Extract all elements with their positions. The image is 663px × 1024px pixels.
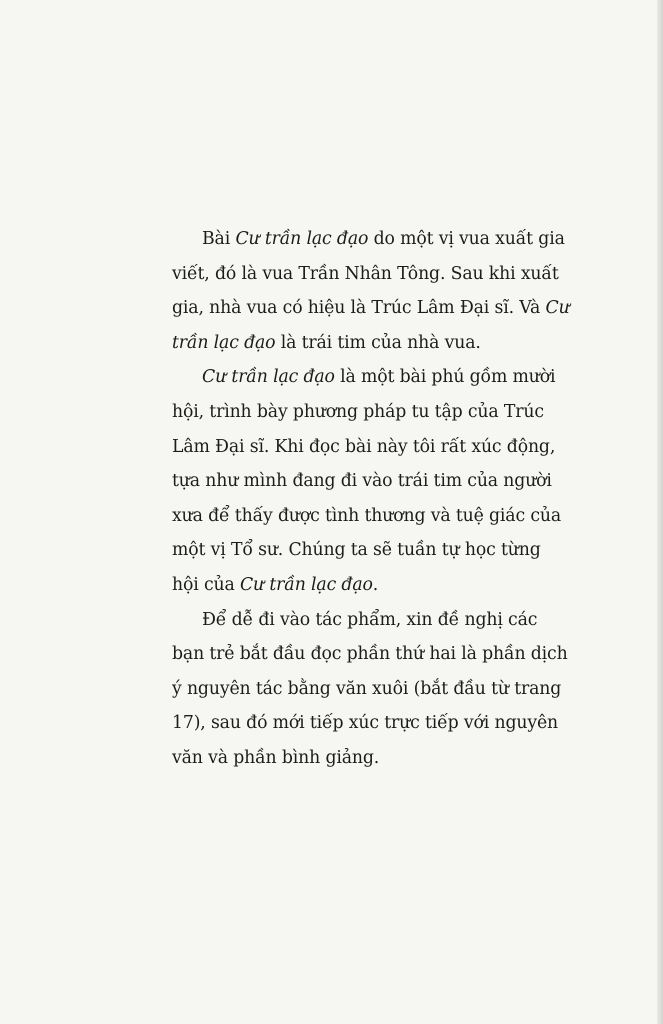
text-run: bạn trẻ bắt đầu đọc phần thứ hai là phần dịch bbox=[172, 644, 568, 665]
text-run: ý nguyên tác bằng văn xuôi (bắt đầu từ trang bbox=[172, 678, 562, 699]
text-line bbox=[172, 257, 559, 292]
text-run: một vị Tổ sư. Chúng ta sẽ tuần tự học từng bbox=[172, 540, 541, 561]
text-run: viết, đó là vua Trần Nhân Tông. Sau khi xuất bbox=[172, 263, 559, 284]
text-run: văn và phần bình giảng. bbox=[172, 747, 380, 768]
text-run: Lâm Đại sĩ. Khi đọc bài này tôi rất xúc động, bbox=[172, 436, 556, 457]
paragraph bbox=[172, 222, 570, 360]
text-line bbox=[172, 533, 541, 568]
paragraph bbox=[172, 603, 568, 776]
text-run: 17), sau đó mới tiếp xúc trực tiếp với nguyên bbox=[172, 713, 559, 734]
italic-title: Cư trần lạc đạo bbox=[235, 229, 369, 249]
text-line bbox=[172, 672, 562, 707]
text-line bbox=[172, 222, 565, 257]
text-line bbox=[172, 637, 568, 672]
text-line bbox=[172, 741, 528, 776]
text-line bbox=[172, 326, 528, 361]
text-line bbox=[172, 464, 552, 499]
body-text bbox=[172, 222, 570, 776]
italic-title: Cư trần lạc đạo bbox=[239, 574, 373, 595]
text-run: hội của bbox=[172, 574, 240, 595]
text-run: hội, trình bày phương pháp tu tập của Trúc bbox=[172, 401, 544, 422]
text-run: tựa như mình đang đi vào trái tim của người bbox=[172, 471, 552, 492]
text-run: xưa để thấy được tình thương và tuệ giác của bbox=[172, 505, 561, 526]
paragraph bbox=[172, 360, 561, 602]
text-line bbox=[172, 430, 556, 465]
text-line bbox=[172, 360, 556, 395]
text-line bbox=[172, 706, 559, 741]
italic-title: Cư bbox=[545, 298, 570, 319]
text-line bbox=[172, 499, 561, 534]
text-line bbox=[172, 568, 528, 603]
text-run: Bài bbox=[202, 229, 236, 249]
text-run: do một vị vua xuất gia bbox=[368, 229, 565, 249]
text-run: Để dễ đi vào tác phẩm, xin đề nghị các bbox=[202, 609, 538, 630]
text-line bbox=[172, 291, 570, 326]
text-run: là trái tim của nhà vua. bbox=[275, 332, 481, 353]
italic-title: Cư trần lạc đạo bbox=[202, 367, 335, 388]
page-edge bbox=[657, 0, 663, 1024]
text-run: gia, nhà vua có hiệu là Trúc Lâm Đại sĩ. Và bbox=[172, 298, 546, 319]
text-line bbox=[172, 603, 538, 638]
text-line bbox=[172, 395, 544, 430]
italic-title: trần lạc đạo bbox=[172, 332, 276, 353]
text-run: là một bài phú gồm mười bbox=[334, 367, 556, 388]
text-run: . bbox=[372, 574, 379, 595]
